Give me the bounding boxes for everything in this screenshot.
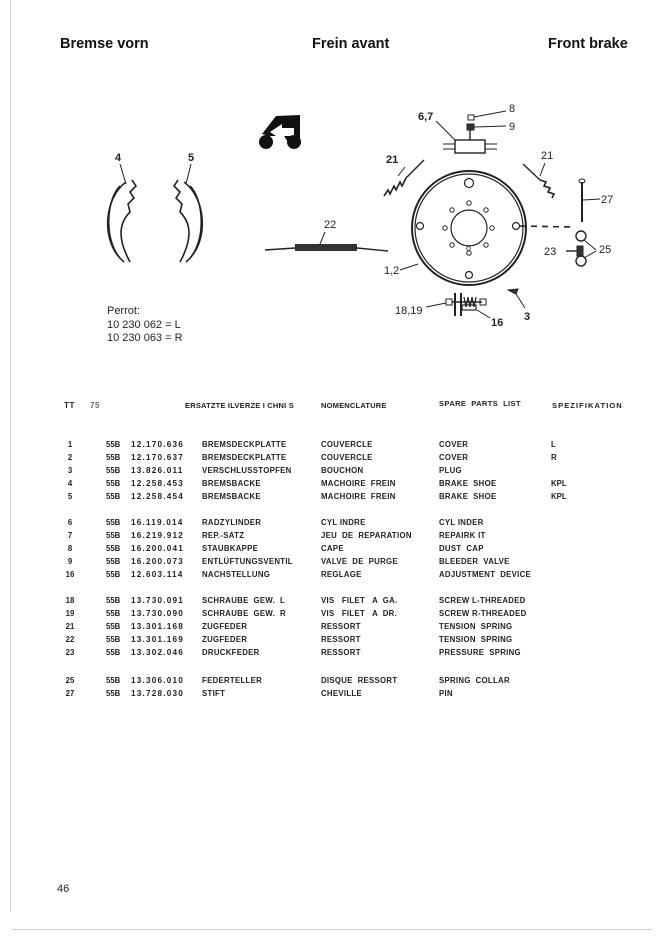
callout-3: 3	[524, 311, 531, 323]
prefix-cell: 55B	[106, 676, 121, 685]
brake-shoe-left	[108, 180, 136, 262]
model-code: TT	[64, 401, 75, 410]
callout-23: 23	[544, 246, 557, 258]
german-name-cell: STIFT	[202, 689, 226, 698]
part-number-cell: 16.219.912	[131, 531, 184, 540]
perrot-line-right: 10 230 063 = R	[107, 332, 183, 344]
position-cell: 1	[67, 440, 73, 449]
perrot-line-left: 10 230 062 = L	[107, 318, 181, 331]
english-name-cell: TENSION SPRING	[439, 622, 513, 631]
callout-1-2: 1,2	[384, 265, 400, 277]
part-number-cell: 12.170.636	[131, 440, 184, 449]
position-cell: 6	[67, 518, 73, 527]
part-number-cell: 13.306.010	[131, 676, 184, 685]
german-name-cell: BREMSDECKPLATTE	[202, 453, 287, 462]
english-name-cell: COVER	[439, 440, 469, 449]
french-name-cell: RESSORT	[321, 622, 361, 631]
prefix-cell: 55B	[106, 570, 121, 579]
english-name-cell: BLEEDER VALVE	[439, 557, 510, 566]
prefix-cell: 55B	[106, 518, 121, 527]
tension-spring-21-right	[523, 163, 554, 198]
prefix-cell: 55B	[106, 596, 121, 605]
table-row	[0, 518, 662, 531]
callout-18-19: 18,19	[395, 305, 423, 317]
prefix-cell: 55B	[106, 689, 121, 698]
english-name-cell: PIN	[439, 689, 453, 698]
position-cell: 23	[65, 648, 75, 657]
french-name-cell: VIS FILET A GA.	[321, 596, 398, 605]
position-cell: 5	[67, 492, 73, 501]
french-name-cell: VIS FILET A DR.	[321, 609, 398, 618]
plug-3	[508, 289, 525, 308]
part-number-cell: 12.258.453	[131, 479, 184, 488]
callout-o: o	[466, 243, 472, 253]
callout-21-left: 21	[386, 154, 399, 166]
french-name-cell: RESSORT	[321, 635, 361, 644]
page-number: 46	[57, 883, 70, 895]
brake-back-plate	[400, 171, 572, 285]
table-row	[0, 453, 662, 466]
position-cell: 19	[65, 609, 75, 618]
english-name-cell: SPRING COLLAR	[439, 676, 510, 685]
french-name-cell: COUVERCLE	[321, 440, 373, 449]
table-row	[0, 609, 662, 622]
prefix-cell: 55B	[106, 544, 121, 553]
vehicle-front-arrow-icon	[259, 115, 301, 149]
french-name-cell: CYL INDRE	[321, 518, 366, 527]
table-row	[0, 440, 662, 453]
callout-5: 5	[188, 152, 195, 164]
title-french: Frein avant	[312, 36, 390, 52]
position-cell: 25	[65, 676, 75, 685]
french-name-cell: CAPE	[321, 544, 344, 553]
english-name-cell: SCREW L-THREADED	[439, 596, 526, 605]
table-row	[0, 635, 662, 648]
position-cell: 9	[67, 557, 73, 566]
german-name-cell: ZUGFEDER	[202, 635, 248, 644]
specification-cell: KPL	[551, 492, 567, 501]
french-name-cell: CHEVILLE	[321, 689, 362, 698]
english-name-cell: ADJUSTMENT DEVICE	[439, 570, 532, 579]
position-cell: 18	[65, 596, 75, 605]
brake-shoe-right	[174, 180, 202, 262]
german-name-cell: RADZYLINDER	[202, 518, 262, 527]
wheel-cylinder	[436, 111, 506, 153]
german-name-cell: REP.-SATZ	[202, 531, 245, 540]
header-french: NOMENCLATURE	[321, 401, 387, 410]
table-row	[0, 596, 662, 609]
french-name-cell: COUVERCLE	[321, 453, 373, 462]
position-cell: 4	[67, 479, 73, 488]
prefix-cell: 55B	[106, 531, 121, 540]
pin-and-collars	[566, 179, 600, 266]
table-row	[0, 492, 662, 505]
page-edge-bottom	[12, 929, 652, 930]
callout-21-right: 21	[541, 150, 554, 162]
table-row	[0, 557, 662, 570]
callout-25: 25	[599, 244, 612, 256]
english-name-cell: TENSION SPRING	[439, 635, 513, 644]
german-name-cell: SCHRAUBE GEW. L	[202, 596, 286, 605]
prefix-cell: 55B	[106, 557, 121, 566]
perrot-title: Perrot:	[107, 305, 141, 317]
part-number-cell: 13.728.030	[131, 689, 184, 698]
english-name-cell: DUST CAP	[439, 544, 484, 553]
prefix-cell: 55B	[106, 440, 121, 449]
position-cell: 27	[65, 689, 75, 698]
tension-spring-22	[265, 232, 388, 251]
german-name-cell: ZUGFEDER	[202, 622, 248, 631]
french-name-cell: DISQUE RESSORT	[321, 676, 398, 685]
title-german: Bremse vorn	[60, 36, 149, 52]
callout-16: 16	[491, 317, 504, 329]
part-number-cell: 13.730.091	[131, 596, 184, 605]
german-name-cell: BREMSBACKE	[202, 479, 261, 488]
position-cell: 7	[67, 531, 73, 540]
part-number-cell: 13.301.169	[131, 635, 184, 644]
perrot-note	[107, 305, 183, 346]
part-number-cell: 12.603.114	[131, 570, 184, 579]
part-number-cell: 13.826.011	[131, 466, 184, 475]
position-cell: 21	[65, 622, 75, 631]
french-name-cell: JEU DE REPARATION	[321, 531, 412, 540]
table-row	[0, 648, 662, 661]
english-name-cell: COVER	[439, 453, 469, 462]
prefix-cell: 55B	[106, 609, 121, 618]
callout-6-7: 6,7	[418, 111, 434, 123]
prefix-cell: 55B	[106, 622, 121, 631]
prefix-cell: 55B	[106, 648, 121, 657]
callout-22: 22	[324, 219, 337, 231]
part-number-cell: 12.258.454	[131, 492, 184, 501]
french-name-cell: MACHOIRE FREIN	[321, 479, 396, 488]
english-name-cell: BRAKE SHOE	[439, 479, 497, 488]
prefix-cell: 55B	[106, 492, 121, 501]
brake-exploded-diagram	[0, 0, 662, 360]
german-name-cell: FEDERTELLER	[202, 676, 263, 685]
header-english: SPARE PARTS LIST	[439, 399, 521, 408]
french-name-cell: BOUCHON	[321, 466, 364, 475]
german-name-cell: BREMSBACKE	[202, 492, 261, 501]
prefix-cell: 55B	[106, 635, 121, 644]
part-number-cell: 12.170.637	[131, 453, 184, 462]
french-name-cell: RESSORT	[321, 648, 361, 657]
part-number-cell: 16.119.014	[131, 518, 184, 527]
position-cell: 16	[65, 570, 75, 579]
german-name-cell: STAUBKAPPE	[202, 544, 259, 553]
position-cell: 22	[65, 635, 75, 644]
german-name-cell: VERSCHLUSSTOPFEN	[202, 466, 292, 475]
german-name-cell: NACHSTELLUNG	[202, 570, 271, 579]
prefix-cell: 55B	[106, 453, 121, 462]
specification-cell: R	[551, 453, 557, 462]
model-number: 75	[90, 401, 101, 410]
part-number-cell: 13.301.168	[131, 622, 184, 631]
german-name-cell: DRUCKFEDER	[202, 648, 260, 657]
table-row	[0, 544, 662, 557]
english-name-cell: BRAKE SHOE	[439, 492, 497, 501]
french-name-cell: VALVE DE PURGE	[321, 557, 398, 566]
table-row	[0, 676, 662, 689]
position-cell: 2	[67, 453, 73, 462]
header-german: ERSATZTE ILVERZE I CHNI S	[185, 401, 294, 410]
header-specification: SPEZIFIKATION	[552, 401, 623, 410]
table-row	[0, 570, 662, 583]
english-name-cell: SCREW R-THREADED	[439, 609, 527, 618]
part-number-cell: 13.730.090	[131, 609, 184, 618]
english-name-cell: REPAIRK IT	[439, 531, 486, 540]
english-name-cell: PRESSURE SPRING	[439, 648, 521, 657]
prefix-cell: 55B	[106, 479, 121, 488]
part-number-cell: 13.302.046	[131, 648, 184, 657]
specification-cell: L	[551, 440, 556, 449]
part-number-cell: 16.200.041	[131, 544, 184, 553]
german-name-cell: SCHRAUBE GEW. R	[202, 609, 286, 618]
french-name-cell: REGLAGE	[321, 570, 362, 579]
table-row	[0, 622, 662, 635]
french-name-cell: MACHOIRE FREIN	[321, 492, 396, 501]
german-name-cell: BREMSDECKPLATTE	[202, 440, 287, 449]
table-row	[0, 466, 662, 479]
table-row	[0, 689, 662, 702]
callout-8: 8	[509, 103, 516, 115]
position-cell: 8	[67, 544, 73, 553]
adjustment-device	[426, 293, 490, 318]
specification-cell: KPL	[551, 479, 567, 488]
position-cell: 3	[67, 466, 73, 475]
table-row	[0, 479, 662, 492]
prefix-cell: 55B	[106, 466, 121, 475]
part-number-cell: 16.200.073	[131, 557, 184, 566]
title-english: Front brake	[548, 36, 628, 52]
callout-9: 9	[509, 121, 516, 133]
callout-27: 27	[601, 194, 614, 206]
table-row	[0, 531, 662, 544]
german-name-cell: ENTLÜFTUNGSVENTIL	[202, 557, 293, 566]
callout-4: 4	[115, 152, 122, 164]
english-name-cell: CYL INDER	[439, 518, 484, 527]
english-name-cell: PLUG	[439, 466, 462, 475]
